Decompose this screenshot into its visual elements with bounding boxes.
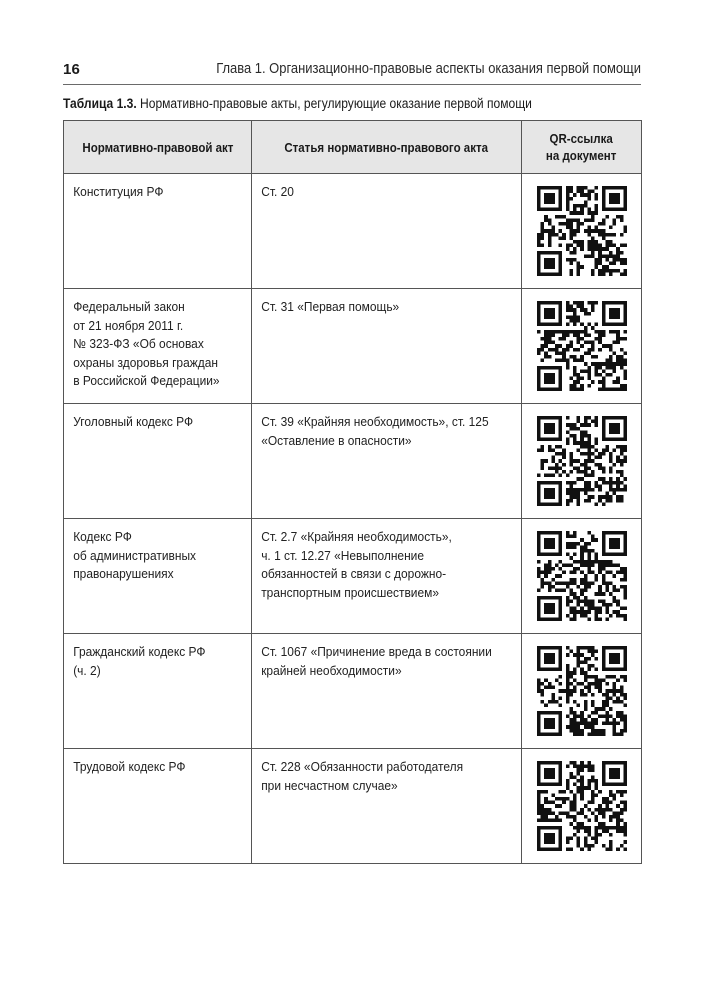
qr-code-icon[interactable] xyxy=(537,761,627,851)
column-header-qr xyxy=(522,121,642,174)
article-text: Ст. 1067 «Причинение вреда в состоянии крайней необходимости» xyxy=(261,644,492,678)
qr-code-icon[interactable] xyxy=(537,186,627,276)
column-header-qr-line2: на документ xyxy=(546,148,617,163)
act-cell xyxy=(64,519,252,634)
legal-acts-table xyxy=(63,120,642,864)
table-row xyxy=(64,404,642,519)
qr-code-icon[interactable] xyxy=(537,646,627,736)
article-cell xyxy=(252,289,522,404)
article-text: Ст. 20 xyxy=(261,184,294,199)
column-header-act xyxy=(64,121,252,174)
table-caption-text: Нормативно-правовые акты, регулирующие оказание первой помощи xyxy=(136,96,532,111)
article-text: Ст. 2.7 «Крайняя необходимость», ч. 1 ст. 12.27 «Невыполнение обязанностей в связи с дорожно- транспортным происшествием» xyxy=(261,529,452,600)
act-name: Трудовой кодекс РФ xyxy=(73,759,186,774)
qr-cell xyxy=(522,749,642,864)
article-cell xyxy=(252,634,522,749)
qr-cell xyxy=(522,404,642,519)
table-row xyxy=(64,749,642,864)
table-caption-label: Таблица 1.3. xyxy=(63,96,137,111)
qr-code-icon[interactable] xyxy=(537,531,627,621)
table-row xyxy=(64,519,642,634)
qr-cell xyxy=(522,634,642,749)
table-caption xyxy=(63,96,532,111)
qr-cell xyxy=(522,174,642,289)
act-name: Гражданский кодекс РФ (ч. 2) xyxy=(73,644,206,678)
act-name: Уголовный кодекс РФ xyxy=(73,414,194,429)
page-header xyxy=(63,58,641,85)
running-title: Глава 1. Организационно-правовые аспекты оказания первой помощи xyxy=(216,61,641,77)
table-row xyxy=(64,289,642,404)
act-cell xyxy=(64,289,252,404)
act-name: Кодекс РФ об административных правонарушениях xyxy=(73,529,197,582)
qr-cell xyxy=(522,519,642,634)
act-cell xyxy=(64,749,252,864)
qr-code-icon[interactable] xyxy=(537,416,627,506)
qr-cell xyxy=(522,289,642,404)
column-header-article-label: Статья нормативно-правового акта xyxy=(284,139,489,155)
article-cell xyxy=(252,404,522,519)
act-cell xyxy=(64,404,252,519)
article-text: Ст. 31 «Первая помощь» xyxy=(261,299,400,314)
act-name: Конституция РФ xyxy=(73,184,164,199)
article-cell xyxy=(252,174,522,289)
table-row xyxy=(64,174,642,289)
page-number: 16 xyxy=(63,61,81,78)
table-row xyxy=(64,634,642,749)
table-header-row xyxy=(64,121,642,174)
article-text: Ст. 39 «Крайняя необходимость», ст. 125 «Оставление в опасности» xyxy=(261,414,489,448)
column-header-article xyxy=(252,121,522,174)
act-name: Федеральный закон от 21 ноября 2011 г. № 323-ФЗ «Об основах охраны здоровья граждан в Российской Федерации» xyxy=(73,299,220,389)
article-cell xyxy=(252,749,522,864)
act-cell xyxy=(64,634,252,749)
column-header-qr-line1: QR-ссылка xyxy=(549,131,614,146)
column-header-act-label: Нормативно-правовой акт xyxy=(81,139,234,155)
act-cell xyxy=(64,174,252,289)
article-text: Ст. 228 «Обязанности работодателя при несчастном случае» xyxy=(261,759,464,793)
article-cell xyxy=(252,519,522,634)
qr-code-icon[interactable] xyxy=(537,301,627,391)
